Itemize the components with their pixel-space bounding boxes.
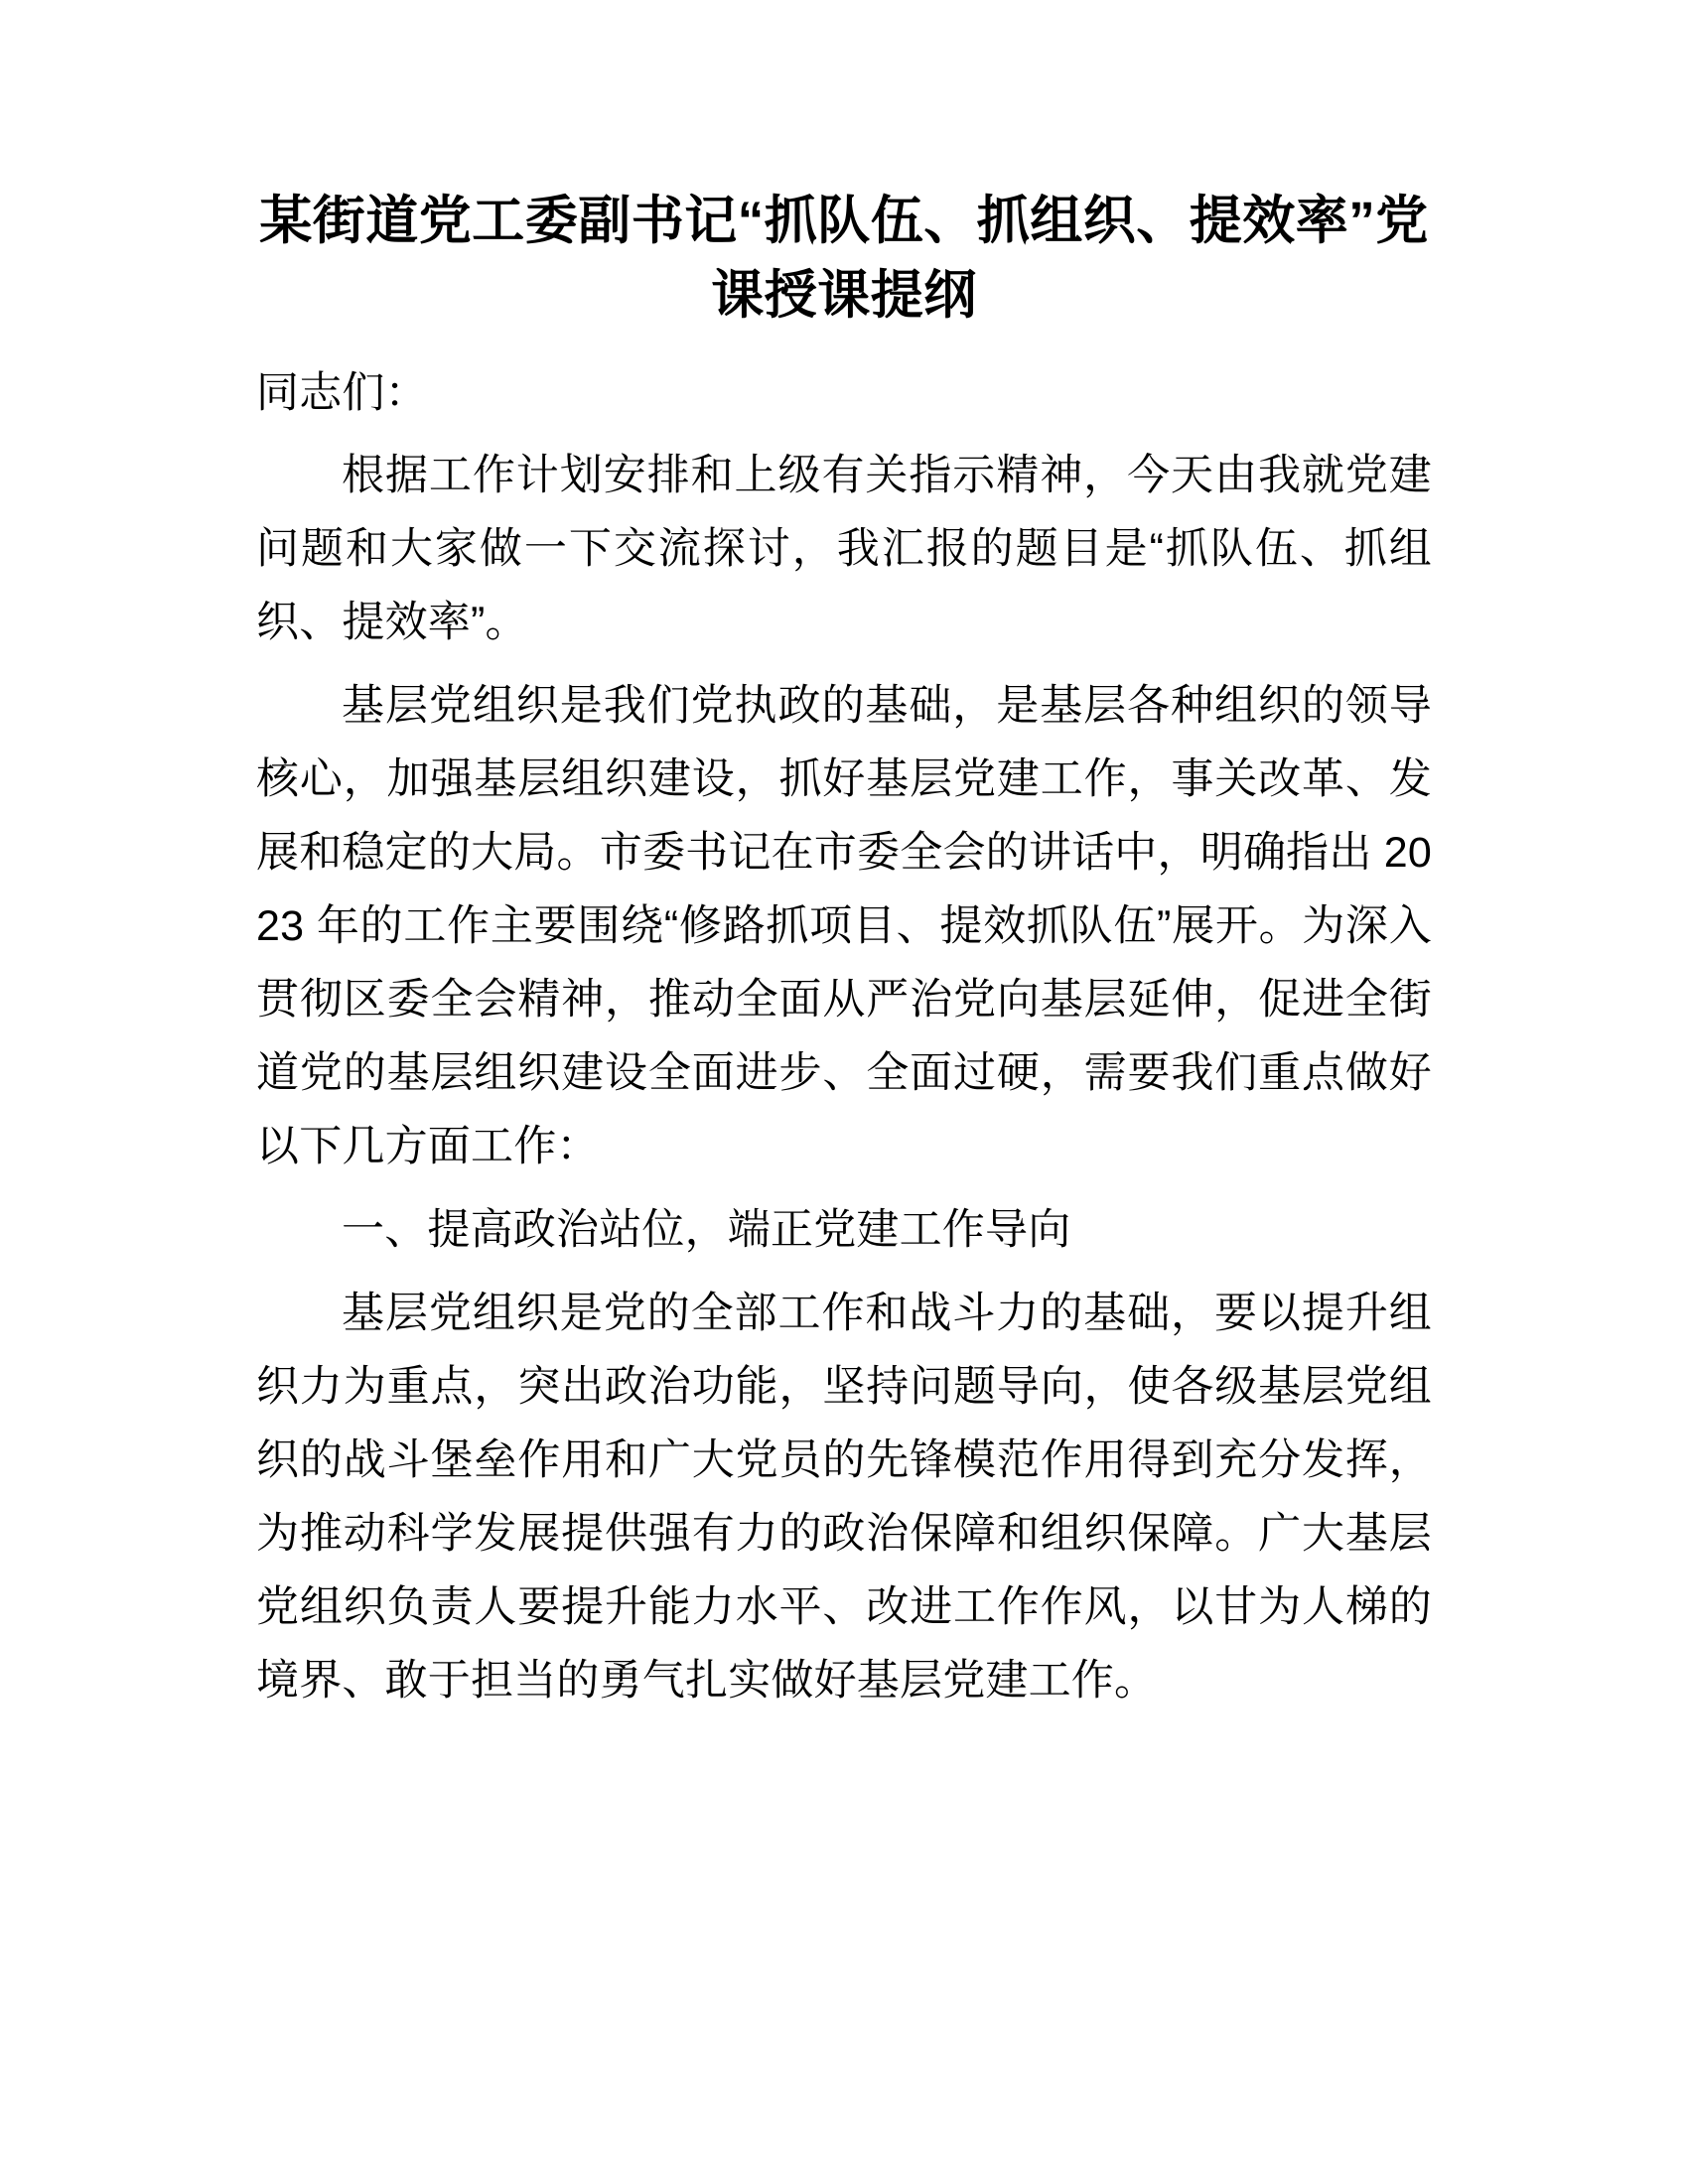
paragraph-background: 基层党组织是我们党执政的基础，是基层各种组织的领导核心，加强基层组织建设，抓好基层党建工作，事关改革、发展和稳定的大局。市委书记在市委全会的讲话中，明确指出 2023 年的工作主要围绕“修路抓项目、提效抓队伍”展开。为深入贯彻区委全会精神，推动全面从严治党向基层延伸，促进全街道党的基层组织建设全面进步、全面过硬，需要我们重点做好以下几方面工作： (256, 682, 1432, 1171)
salutation: 同志们： (256, 368, 428, 417)
paragraph-section-one-body: 基层党组织是党的全部工作和战斗力的基础，要以提升组织力为重点，突出政治功能，坚持问题导向，使各级基层党组织的战斗堡垒作用和广大党员的先锋模范作用得到充分发挥，为推动科学发展提供强有力的政治保障和组织保障。广大基层党组织负责人要提升能力水平、改进工作作风，以甘为人梯的境界、敢于担当的勇气扎实做好基层党建工作。 (256, 1289, 1432, 1705)
page-title: 某街道党工委副书记“抓队伍、抓组织、提效率”党课授课提纲 (259, 192, 1429, 326)
paragraph-intro: 根据工作计划安排和上级有关指示精神，今天由我就党建问题和大家做一下交流探讨，我汇报的题目是“抓队伍、抓组织、提效率”。 (256, 452, 1432, 647)
section-heading-one: 一、提高政治站位，端正党建工作导向 (342, 1205, 1071, 1254)
